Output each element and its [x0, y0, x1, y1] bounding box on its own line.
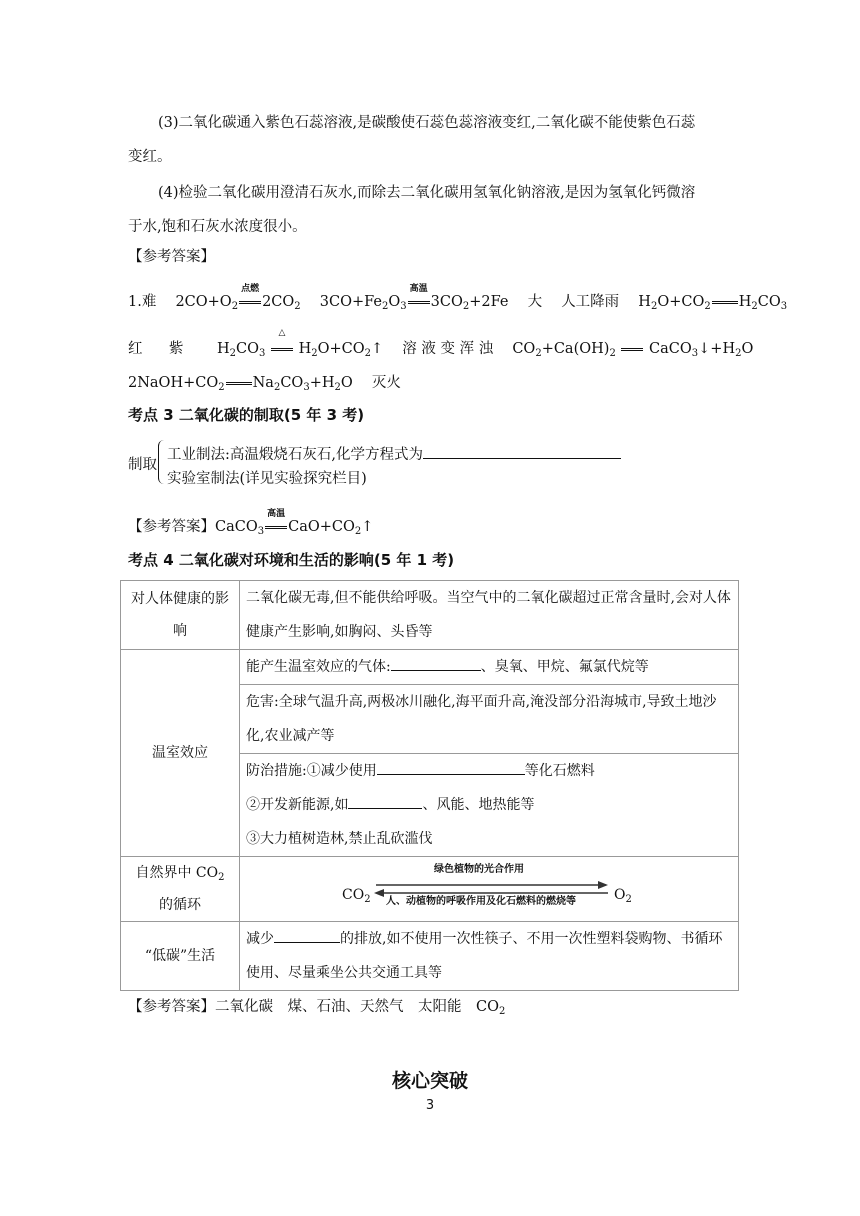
develop-rest: 、风能、地热能等: [422, 797, 535, 813]
eq-carbonic: $H_2O+CO_2$ $H_2CO_3$: [638, 294, 788, 312]
row-label-health: 对人体健康的影响: [121, 581, 240, 650]
answer-turbid: 溶 液 变 浑 浊: [402, 341, 494, 357]
table-row: [121, 581, 739, 650]
o2-right: $O_2$: [614, 887, 632, 905]
paragraph-3-line2: 变红。: [128, 149, 172, 165]
paragraph-4: [128, 176, 734, 210]
page-number: 3: [425, 1098, 435, 1113]
answer-4: 【参考答案】二氧化碳 煤、石油、天然气 太阳能 $CO_2$: [128, 999, 506, 1017]
paragraph-4-cont: [128, 210, 734, 244]
greenhouse-prevention: [240, 754, 739, 857]
eq-limewater: $CO_2+Ca(OH)_2$ $CaCO_3↓+H_2O$: [512, 341, 754, 359]
co2-text: CO: [342, 887, 365, 903]
cycle-bottom-label: 人、动植物的呼吸作用及化石燃料的燃烧等: [386, 896, 576, 907]
answer-4-text: 【参考答案】二氧化碳 煤、石油、天然气 太阳能 CO: [128, 999, 499, 1015]
condition-high-temp-3: 高温: [267, 509, 286, 519]
answer-line-1: [128, 284, 788, 312]
section-title-3: 考点 3 二氧化碳的制取(5 年 3 考): [128, 406, 365, 424]
table-row: [121, 650, 739, 685]
row-label-cycle: 自然界中 $CO_2$ 的循环: [121, 857, 240, 922]
answer-blank: [274, 928, 340, 943]
lowcarbon-rest: 的排放,如不使用一次性筷子、不用一次性塑料袋购物、书循环使用、尽量乘坐公共交通工具等: [246, 931, 723, 981]
paragraph-4-line1: (4)检验二氧化碳用澄清石灰水,而除去二氧化碳用氢氧化钠溶液,是因为氢氧化钙微溶: [158, 185, 696, 201]
cycle-diagram: [246, 857, 732, 921]
answer-heading: 【参考答案】: [128, 249, 215, 265]
section-title-4: 考点 4 二氧化碳对环境和生活的影响(5 年 1 考): [128, 551, 455, 569]
condition-heat: △: [278, 328, 286, 338]
co2-left: $CO_2$: [342, 887, 371, 905]
cycle-top-label: 绿色植物的光合作用: [434, 864, 524, 875]
cycle-label-b: 的循环: [159, 897, 201, 913]
develop-label: ②开发新能源,如: [246, 797, 349, 813]
prevent-label: 防治措施:①减少使用: [246, 763, 377, 779]
answer-big: 大: [527, 294, 543, 310]
row-label-greenhouse: 温室效应: [121, 650, 240, 857]
greenhouse-gas-label: 能产生温室效应的气体:: [246, 659, 391, 675]
eq-combustion: $2CO+O_2$ 点燃 $2CO_2$: [175, 294, 300, 310]
eq-naoh: $2NaOH+CO_2$ $Na_2CO_3+H_2O$: [128, 375, 353, 393]
cycle-label-a: 自然界中 CO: [135, 865, 219, 881]
environment-table: [120, 580, 739, 991]
answer-fire: 灭火: [371, 375, 401, 391]
answer-label: 【参考答案】: [128, 519, 215, 535]
eq-iron: $3CO+Fe_2O_3$ 高温 $3CO_2+2Fe$: [320, 294, 509, 310]
condition-high-temp: 高温: [409, 284, 428, 294]
condition-ignite: 点燃: [241, 284, 260, 294]
answer-item-1: 1.难: [128, 294, 157, 310]
brace: [158, 440, 167, 484]
paragraph-3-cont: [128, 140, 734, 174]
lowcarbon-text: [240, 922, 739, 991]
paragraph-3: [128, 106, 734, 140]
section-heading: 核心突破: [391, 1070, 468, 1092]
zhiqu-label: 制取: [128, 457, 157, 473]
prevent-rest: 等化石燃料: [524, 763, 595, 779]
eq-decompose: $H_2CO_3$ △ $H_2O+CO_2↑$: [216, 328, 384, 359]
answer-3: 【参考答案】CaCO$_3$ 高温 $CaO+CO_2↑$: [128, 515, 373, 536]
greenhouse-harm: 危害:全球气温升高,两极冰川融化,海平面升高,淹没部分沿海城市,导致土地沙化,农业减产等: [240, 685, 739, 754]
table-row: [121, 922, 739, 991]
answer-line-2: [128, 328, 754, 359]
greenhouse-gas-rest: 、臭氧、甲烷、氟氯代烷等: [480, 659, 649, 675]
carbon-cycle: [240, 857, 739, 922]
answer-red: 红: [128, 341, 143, 357]
row-label-lowcarbon: “低碳”生活: [121, 922, 240, 991]
industry-line: [167, 443, 621, 464]
lab-line: 实验室制法(详见实验探究栏目): [167, 471, 367, 487]
answer-blank: [423, 444, 621, 459]
answer-blank: [348, 794, 422, 809]
table-row: [121, 857, 739, 922]
answer-rain: 人工降雨: [561, 294, 620, 310]
paragraph-3-line1: (3)二氧化碳通入紫色石蕊溶液,是碳酸使石蕊色蕊溶液变红,二氧化碳不能使紫色石蕊: [158, 115, 696, 131]
greenhouse-gas: [240, 650, 739, 685]
plant-trees: ③大力植树造林,禁止乱砍滥伐: [246, 831, 433, 847]
answer-purple: 紫: [168, 341, 184, 357]
answer-line-3: [128, 371, 401, 392]
row-health-text: 二氧化碳无毒,但不能供给呼吸。当空气中的二氧化碳超过正常含量时,会对人体健康产生影响,如胸闷、头昏等: [240, 581, 739, 650]
paragraph-4-line2: 于水,饱和石灰水浓度很小。: [128, 219, 307, 235]
answer-blank: [377, 760, 525, 775]
answer-blank: [391, 656, 481, 671]
industry-text: 工业制法:高温煅烧石灰石,化学方程式为: [167, 447, 423, 463]
lowcarbon-label: 减少: [246, 931, 274, 947]
o2-text: O: [614, 887, 626, 903]
